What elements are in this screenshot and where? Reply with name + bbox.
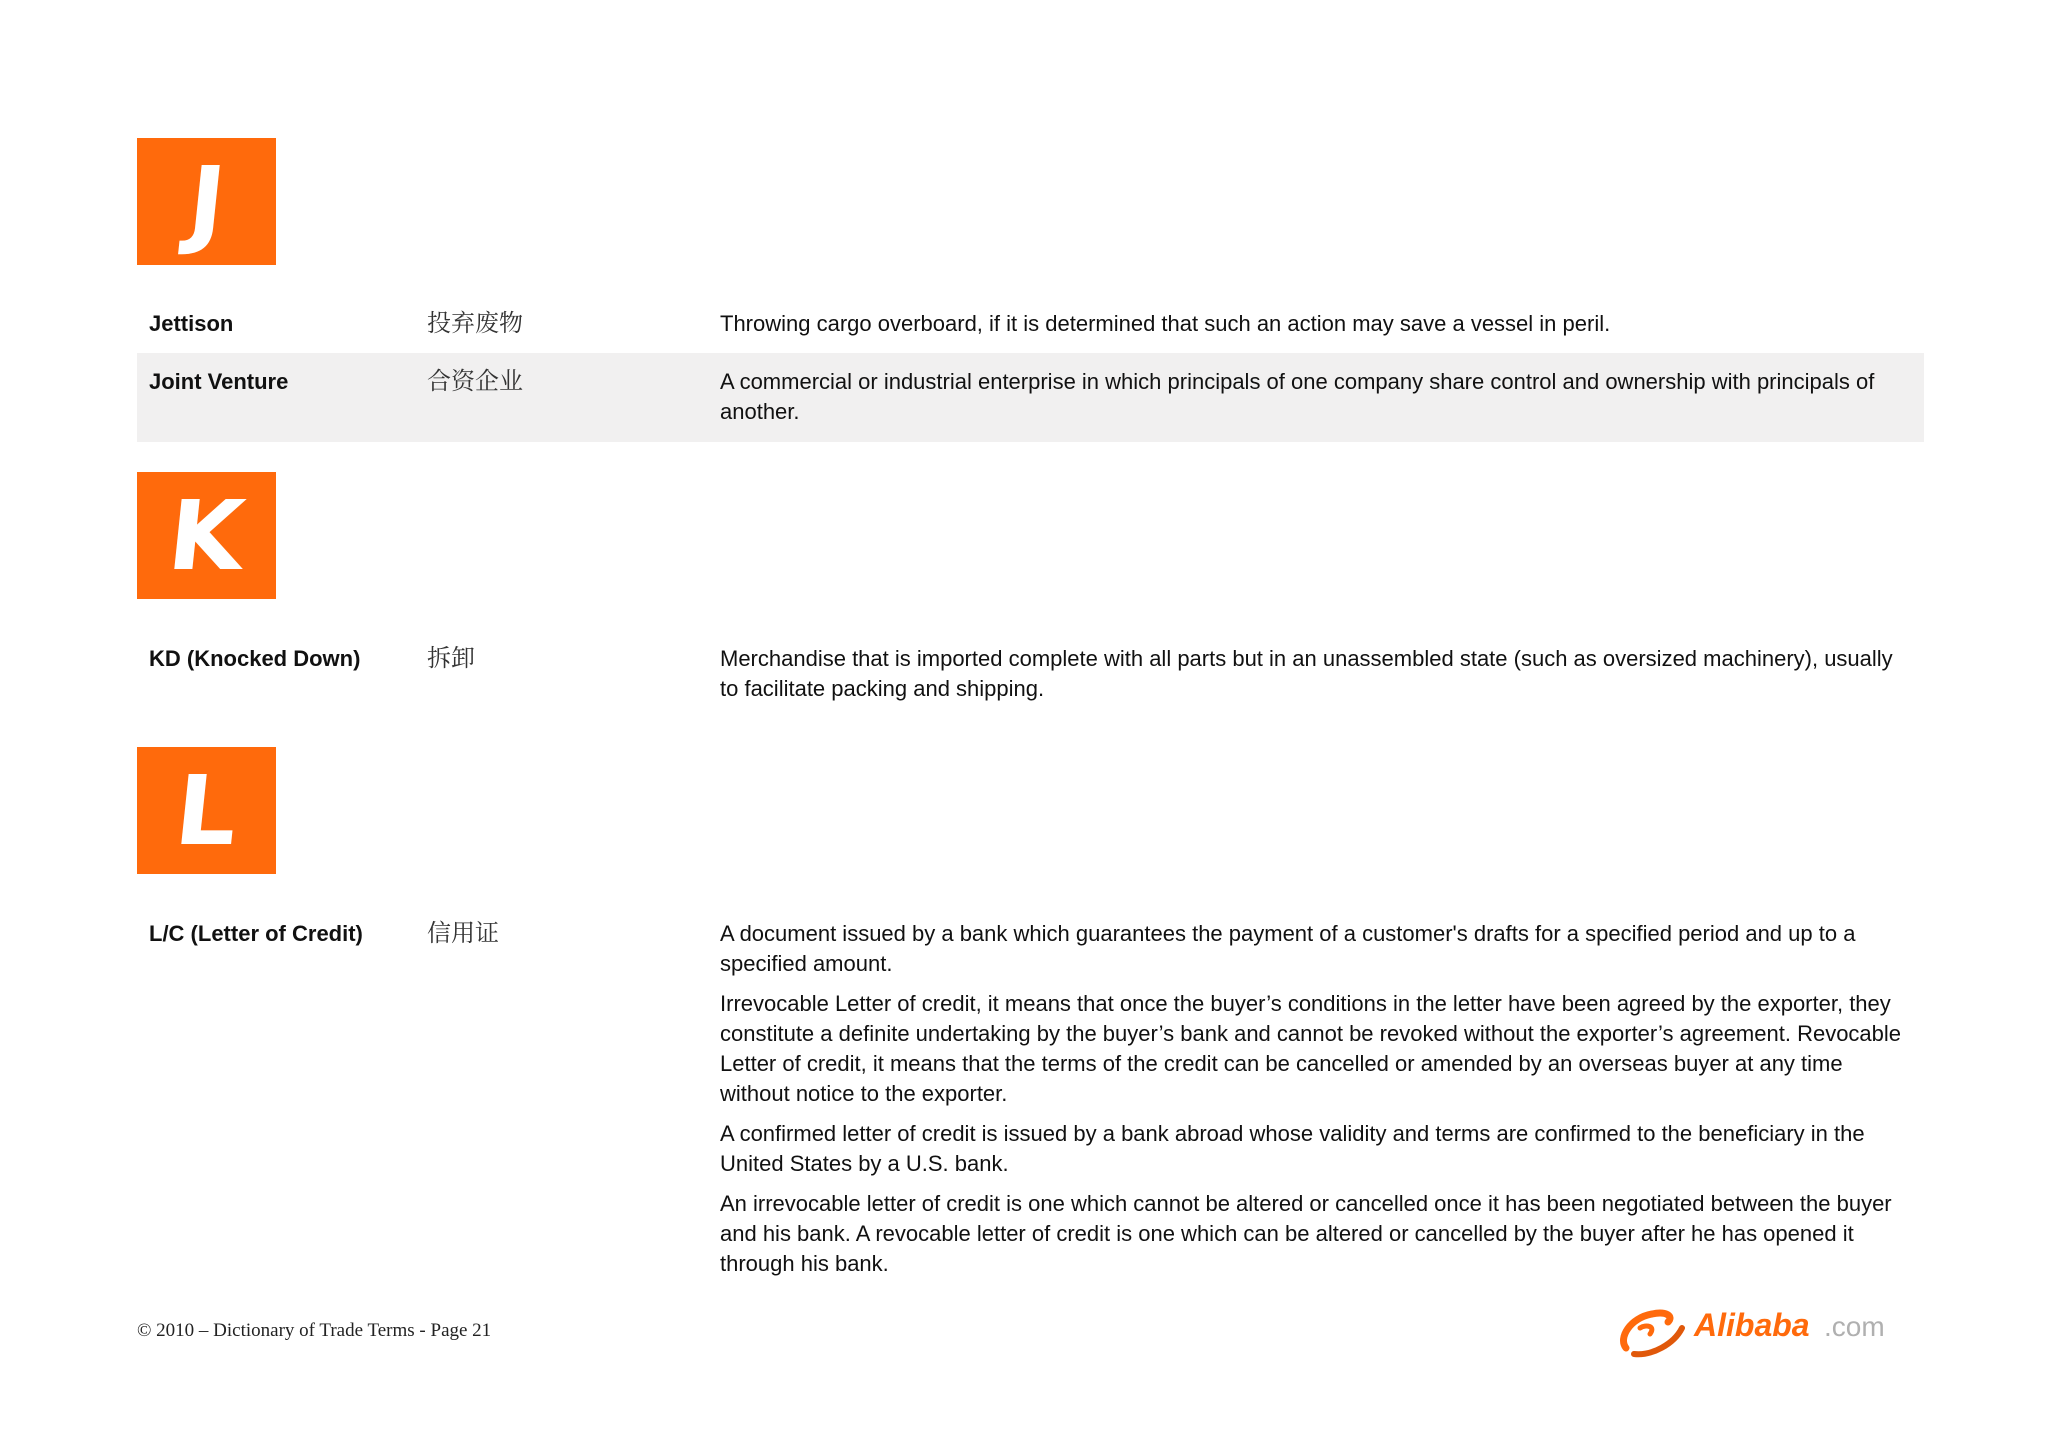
term-kd-chinese: 拆卸 [427,645,475,672]
term-lc-definition [720,919,1910,1289]
glossary-row-kd [137,644,1924,714]
term-kd: KD (Knocked Down) [149,646,361,671]
term-joint-venture: Joint Venture [149,369,289,394]
term-jettison: Jettison [149,311,234,336]
term-jettison-definition: Throwing cargo overboard, if it is determined that such an action may save a vessel in peril. [720,311,1611,336]
term-lc: L/C (Letter of Credit) [149,921,363,946]
section-letter-l-label: L [170,754,243,867]
lc-paragraph-4: An irrevocable letter of credit is one which cannot be altered or cancelled once it has been negotiated between the buyer and his bank. A revocable letter of credit is one which can be altered or cancelled by the buyer after he has opened it through his bank. [720,1191,1892,1276]
term-joint-venture-definition: A commercial or industrial enterprise in which principals of one company share control and ownership with principals of another. [720,369,1875,424]
section-letter-j-label: J [182,145,231,258]
term-jettison-chinese: 投弃废物 [427,310,523,337]
term-joint-venture-chinese: 合资企业 [427,368,523,395]
glossary-row-jettison [137,309,1924,349]
svg-text:.com: .com [1824,1311,1885,1342]
glossary-row-joint-venture [137,353,1924,442]
term-lc-chinese: 信用证 [427,920,499,947]
section-letter-j [137,138,276,265]
alibaba-swoosh-icon [1624,1313,1682,1354]
glossary-row-lc [137,919,1924,1279]
footer-copyright: © 2010 – Dictionary of Trade Terms - Page 21 [137,1320,492,1341]
alibaba-logo [1612,1298,1912,1362]
lc-paragraph-3: A confirmed letter of credit is issued by a bank abroad whose validity and terms are confirmed to the beneficiary in the United States by a U.S. bank. [720,1121,1865,1176]
section-letter-k-label: K [163,479,250,592]
section-letter-l [137,747,276,874]
lc-paragraph-2: Irrevocable Letter of credit, it means that once the buyer’s conditions in the letter have been agreed by the exporter, they constitute a definite undertaking by the buyer’s bank and cannot be revoked without the exporter’s agreement. Revocable Letter of credit, it means that the terms of the credit can be cancelled or amended by an overseas buyer at any time without notice to the exporter. [720,991,1902,1106]
term-kd-definition: Merchandise that is imported complete with all parts but in an unassembled state (such as oversized machinery), usually to facilitate packing and shipping. [720,646,1893,701]
lc-paragraph-1: A document issued by a bank which guarantees the payment of a customer's drafts for a specified period and up to a specified amount. [720,921,1856,976]
svg-text:Alibaba: Alibaba [1694,1307,1810,1343]
section-letter-k [137,472,276,599]
